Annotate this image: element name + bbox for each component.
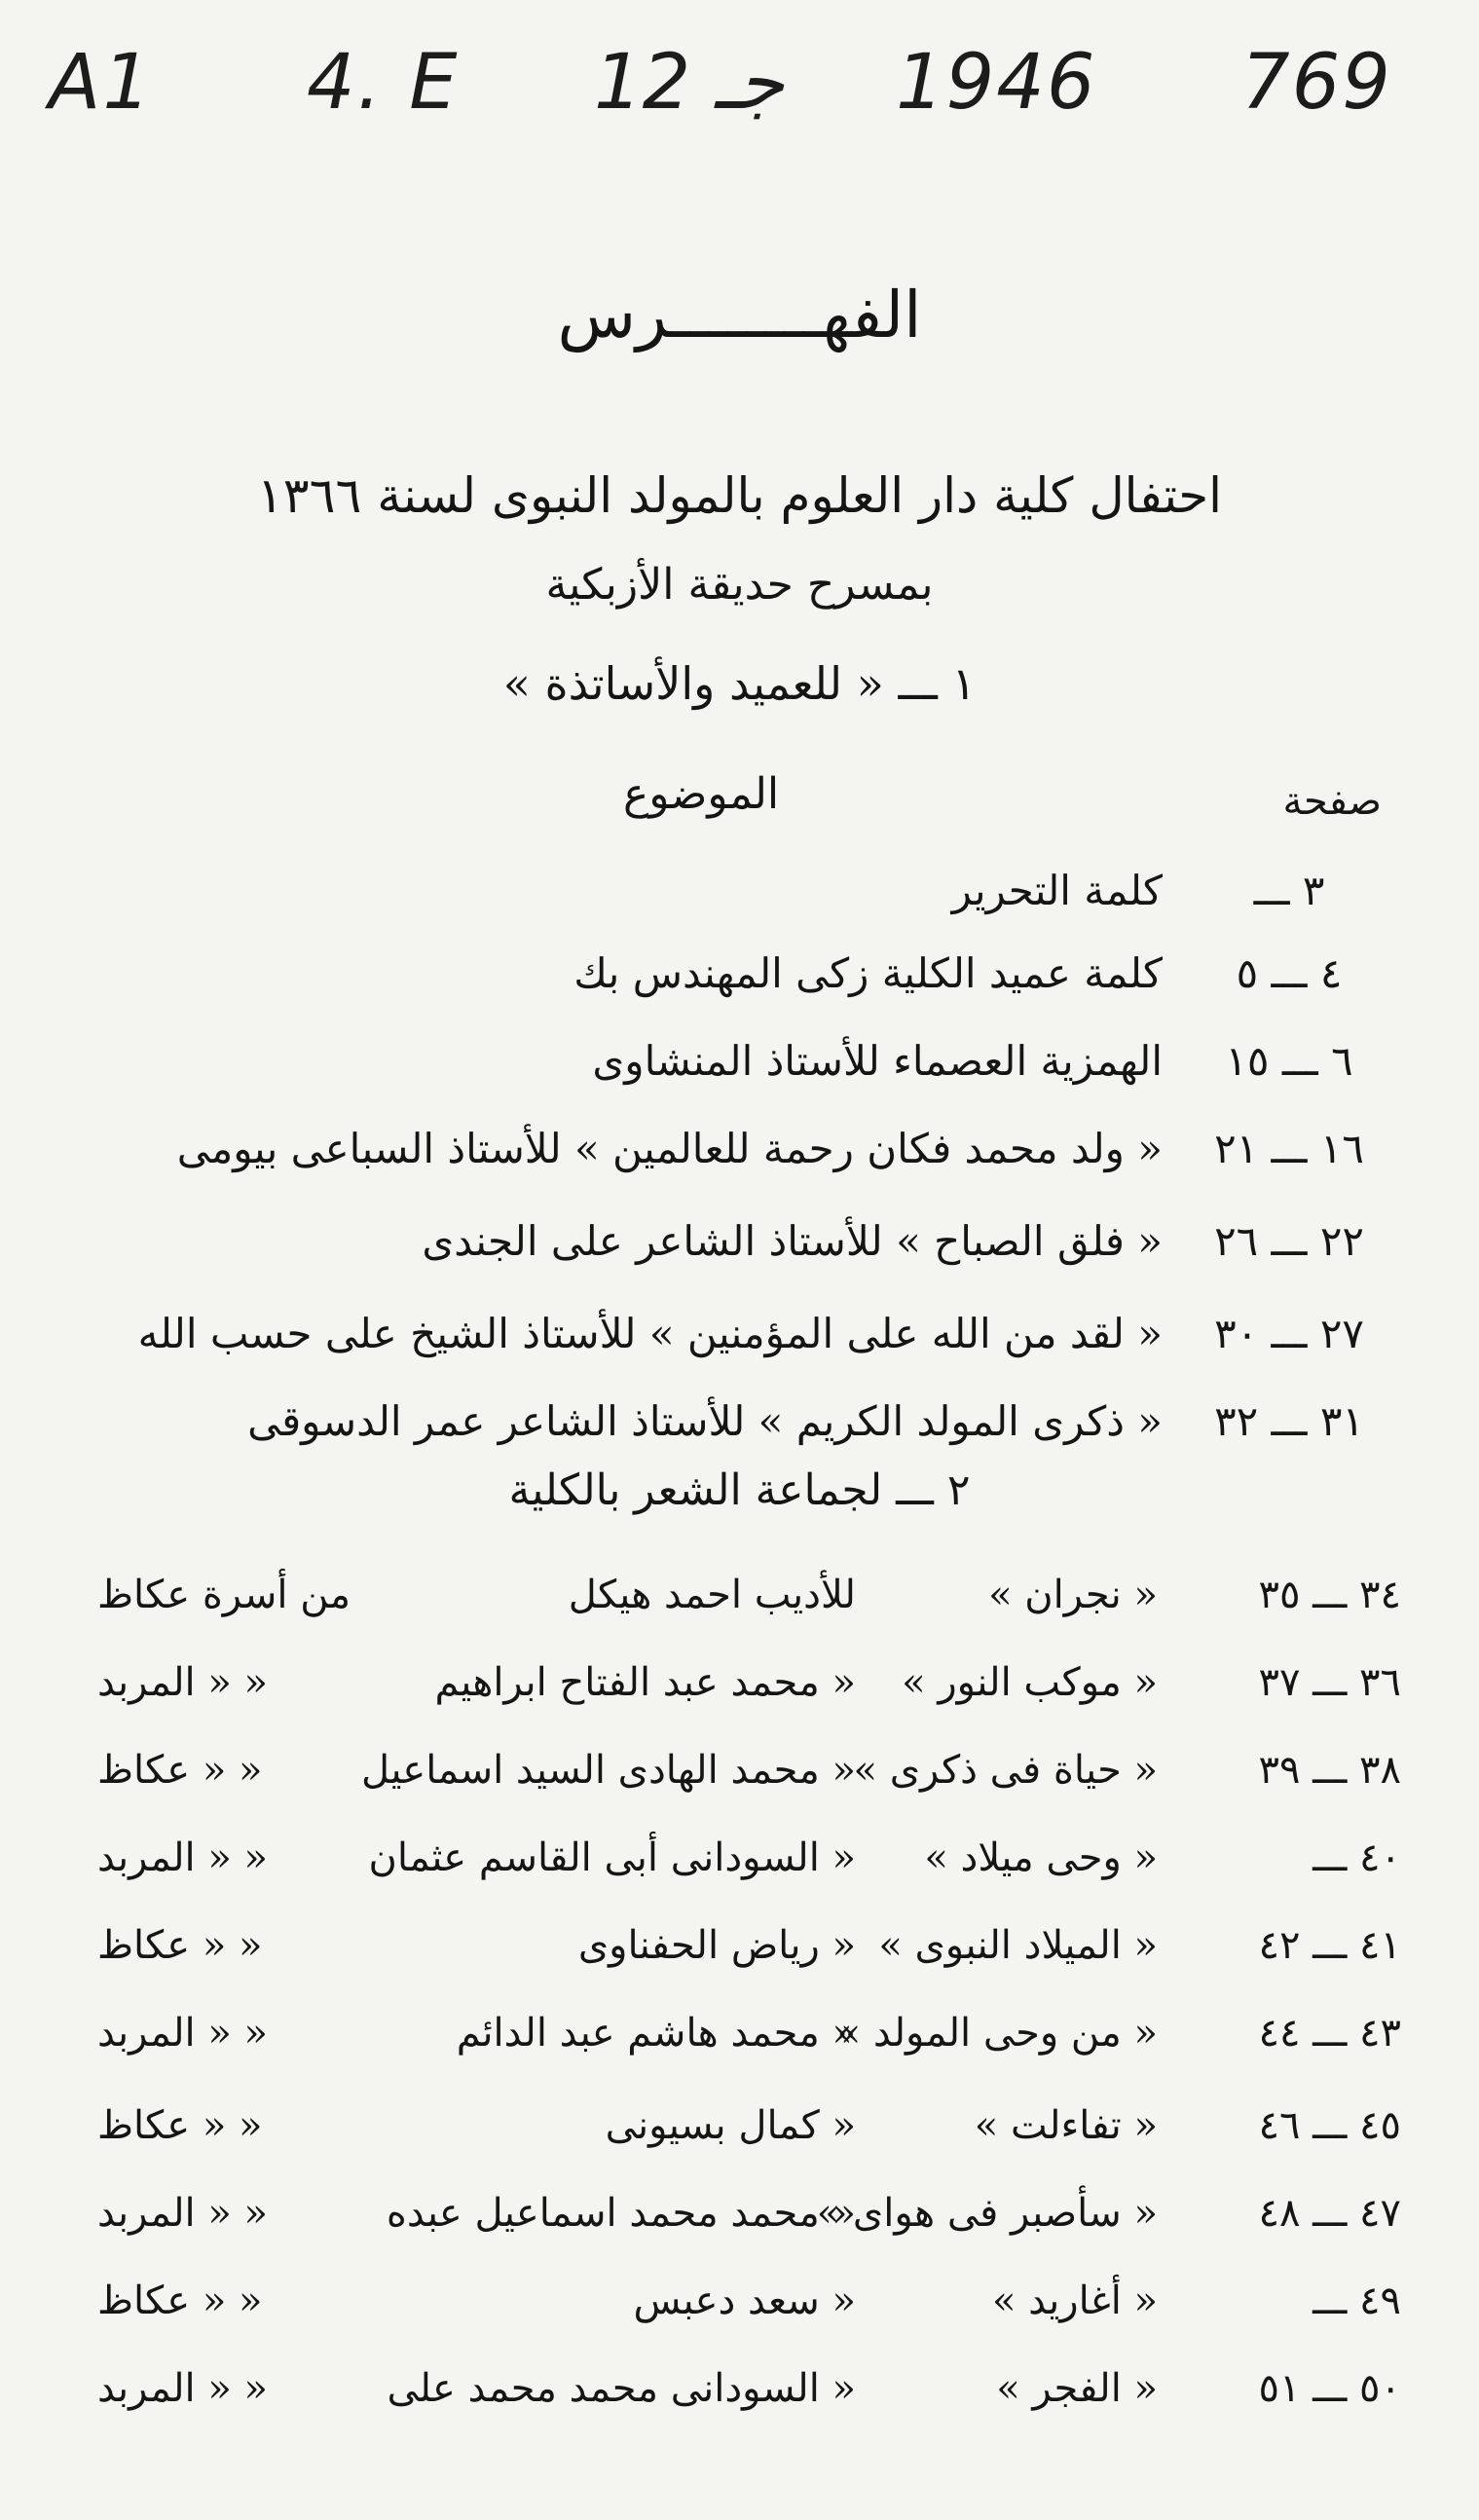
toc-pages: ٢٢ ـــ ٢٦ bbox=[1214, 1217, 1364, 1265]
poem-row bbox=[0, 1660, 1479, 1743]
poem-pages: ٤٩ ـــ bbox=[1313, 2279, 1401, 2323]
poem-pages: ٤٠ ـــ bbox=[1313, 1835, 1401, 1880]
toc-topic: كلمة عميد الكلية زكى المهندس بك bbox=[573, 949, 1163, 997]
ref-part: 4. E bbox=[307, 39, 460, 127]
poem-group: « « المربد bbox=[97, 1660, 268, 1705]
poem-row bbox=[0, 1573, 1479, 1655]
poem-title: « سأصبر فى هواى » bbox=[816, 2191, 1158, 2236]
poem-row bbox=[0, 2191, 1479, 2274]
poem-title: « موكب النور » bbox=[902, 1660, 1158, 1705]
toc-row bbox=[0, 867, 1479, 945]
toc-pages: ٤ ـــ ٥ bbox=[1236, 949, 1343, 997]
poem-row bbox=[0, 1748, 1479, 1831]
toc-topic: « ولد محمد فكان رحمة للعالمين » للأستاذ السباعى بيومى bbox=[176, 1125, 1163, 1172]
topic-column-header: الموضوع bbox=[623, 769, 780, 819]
poem-pages: ٤١ ـــ ٤٢ bbox=[1258, 1923, 1401, 1968]
poem-group: « « عكاظ bbox=[97, 1923, 263, 1968]
poem-pages: ٣٨ ـــ ٣٩ bbox=[1258, 1748, 1401, 1793]
poem-poet: « محمد عبد الفتاح ابراهيم bbox=[434, 1660, 856, 1705]
toc-pages: ٣ ـــ bbox=[1253, 867, 1325, 914]
ref-part: 12 جـ bbox=[594, 39, 785, 127]
poem-pages: ٥٠ ـــ ٥١ bbox=[1258, 2366, 1401, 2411]
poem-title: « حياة فى ذكرى » bbox=[853, 1748, 1158, 1793]
poem-poet: « محمد محمد اسماعيل عبده bbox=[386, 2191, 856, 2236]
poem-poet: « محمد هاشم عبد الدائم bbox=[456, 2011, 856, 2056]
section1-heading: ١ ـــ « للعميد والأساتذة » bbox=[502, 657, 977, 710]
poem-poet: « سعد دعبس bbox=[633, 2279, 856, 2323]
toc-pages: ٣١ ـــ ٣٢ bbox=[1214, 1397, 1364, 1445]
poem-pages: ٤٥ ـــ ٤٦ bbox=[1258, 2103, 1401, 2148]
ref-part: 1946 bbox=[896, 39, 1097, 127]
poem-group: « « المربد bbox=[97, 2011, 268, 2056]
toc-pages: ١٦ ـــ ٢١ bbox=[1214, 1125, 1364, 1172]
poem-group: من أسرة عكاظ bbox=[97, 1573, 351, 1617]
poem-group: « « المربد bbox=[97, 1835, 268, 1880]
poem-group: « « عكاظ bbox=[97, 2103, 263, 2148]
toc-row bbox=[0, 949, 1479, 1027]
toc-row bbox=[0, 1310, 1479, 1388]
toc-topic: كلمة التحرير bbox=[951, 867, 1163, 914]
page-column-header: صفحة bbox=[1282, 779, 1382, 824]
poem-title: « نجران » bbox=[988, 1573, 1158, 1617]
toc-row bbox=[0, 1397, 1479, 1475]
toc-row bbox=[0, 1125, 1479, 1203]
toc-row bbox=[0, 1217, 1479, 1295]
section2-heading: ٢ ـــ لجماعة الشعر بالكلية bbox=[508, 1465, 971, 1515]
ref-part: 769 bbox=[1241, 39, 1392, 127]
poem-pages: ٣٦ ـــ ٣٧ bbox=[1258, 1660, 1401, 1705]
poem-title: « من وحى المولد » bbox=[836, 2011, 1158, 2056]
poem-poet: « رياض الحفناوى bbox=[577, 1923, 856, 1968]
poem-title: « وحى ميلاد » bbox=[924, 1835, 1158, 1880]
toc-topic: « ذكرى المولد الكريم » للأستاذ الشاعر عمر الدسوقى bbox=[247, 1397, 1163, 1445]
poem-row bbox=[0, 2011, 1479, 2094]
handwritten-reference bbox=[49, 39, 1412, 146]
toc-pages: ٦ ـــ ١٥ bbox=[1225, 1037, 1353, 1085]
toc-topic: « فلق الصباح » للأستاذ الشاعر على الجندى bbox=[422, 1217, 1163, 1265]
poem-group: « « المربد bbox=[97, 2191, 268, 2236]
poem-group: « « عكاظ bbox=[97, 2279, 263, 2323]
poem-row bbox=[0, 2103, 1479, 2186]
poem-poet: « محمد الهادى السيد اسماعيل bbox=[361, 1748, 856, 1793]
poem-poet: للأديب احمد هيكل bbox=[568, 1573, 856, 1617]
poem-group: « « عكاظ bbox=[97, 1748, 263, 1793]
ref-part: A1 bbox=[49, 39, 153, 127]
poem-poet: « السودانى أبى القاسم عثمان bbox=[368, 1835, 856, 1880]
toc-topic: « لقد من الله على المؤمنين » للأستاذ الشيخ على حسب الله bbox=[137, 1310, 1163, 1357]
poem-title: « تفاءلت » bbox=[974, 2103, 1158, 2148]
poem-pages: ٤٧ ـــ ٤٨ bbox=[1258, 2191, 1401, 2236]
poem-pages: ٤٣ ـــ ٤٤ bbox=[1258, 2011, 1401, 2056]
poem-row bbox=[0, 1923, 1479, 2006]
poem-group: « « المربد bbox=[97, 2366, 268, 2411]
toc-pages: ٢٧ ـــ ٣٠ bbox=[1214, 1310, 1364, 1357]
poem-title: « الميلاد النبوى » bbox=[878, 1923, 1158, 1968]
poem-pages: ٣٤ ـــ ٣٥ bbox=[1258, 1573, 1401, 1617]
poem-row bbox=[0, 1835, 1479, 1918]
page-title: الفهــــــــرس bbox=[557, 278, 922, 352]
poem-row bbox=[0, 2279, 1479, 2361]
poem-poet: « السودانى محمد محمد على bbox=[387, 2366, 856, 2411]
poem-title: « الفجر » bbox=[996, 2366, 1158, 2411]
toc-topic: الهمزية العصماء للأستاذ المنشاوى bbox=[592, 1037, 1163, 1085]
poem-poet: « كمال بسيونى bbox=[605, 2103, 856, 2148]
toc-row bbox=[0, 1037, 1479, 1115]
subtitle: احتفال كلية دار العلوم بالمولد النبوى لسنة ١٣٦٦ bbox=[256, 467, 1223, 524]
venue: بمسرح حديقة الأزبكية bbox=[545, 560, 934, 610]
poem-title: « أغاريد » bbox=[991, 2279, 1158, 2323]
poem-row bbox=[0, 2366, 1479, 2449]
